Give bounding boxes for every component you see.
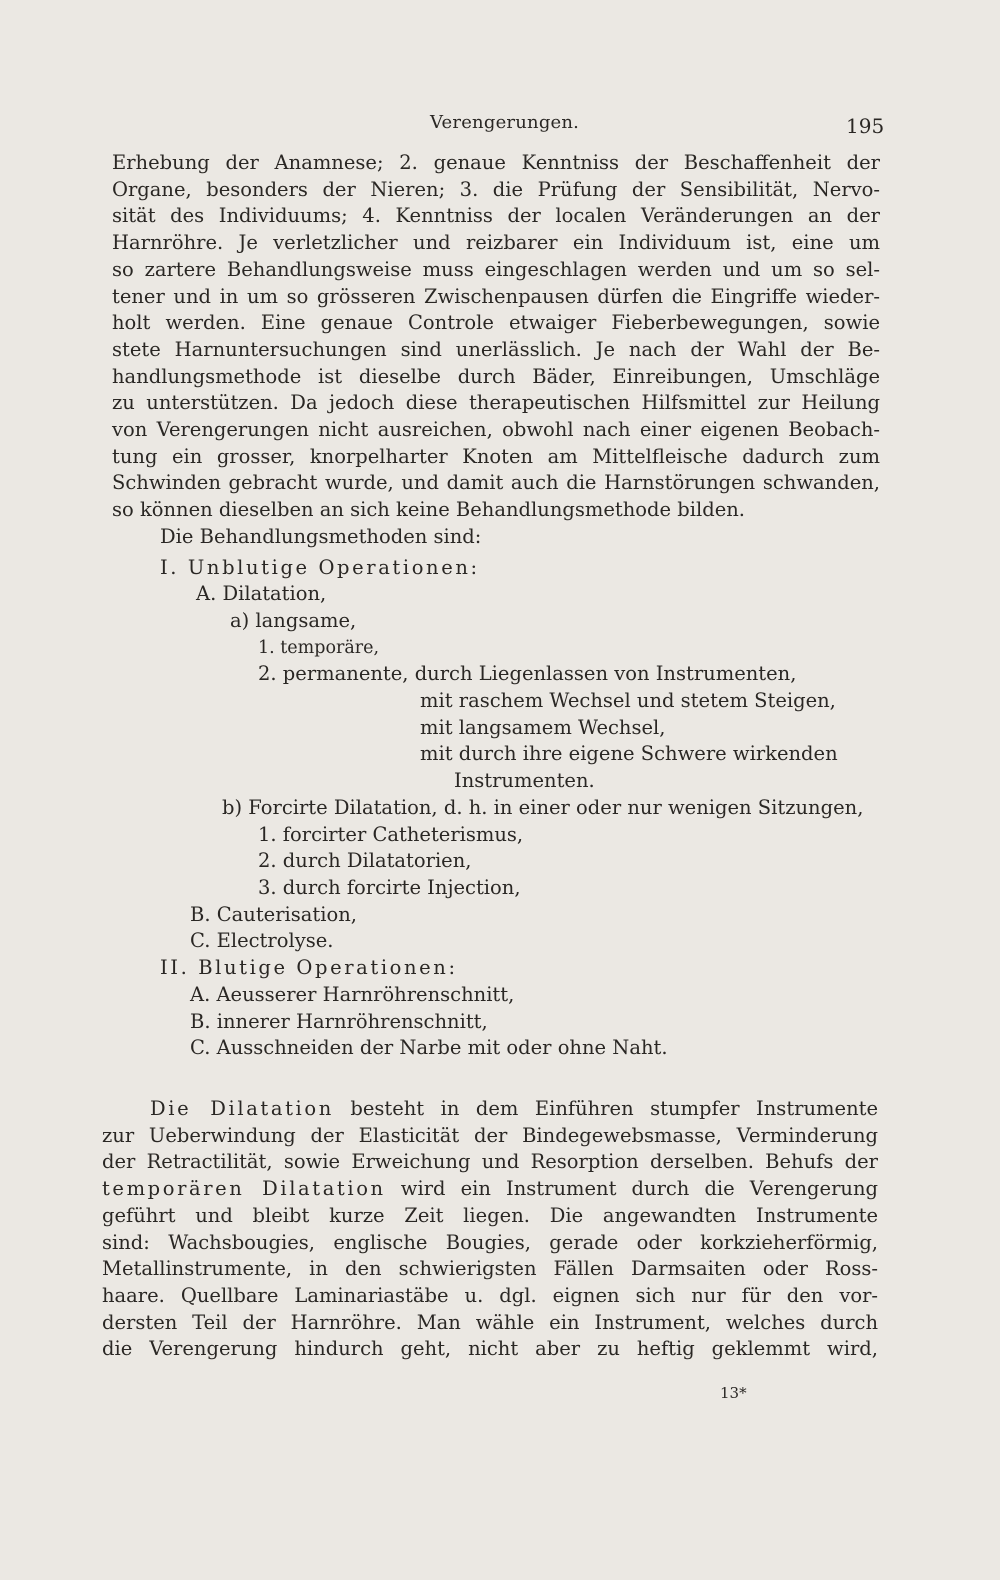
dilatation-paragraph — [102, 1096, 878, 1363]
outline-item: B. Cauterisation, — [190, 902, 357, 926]
text-line: zur Ueberwindung der Elasticität der Bindegewebsmasse, Verminderung — [102, 1123, 878, 1147]
text-line: zu unterstützen. Da jedoch diese therapeutischen Hilfsmittel zur Heilung — [112, 391, 880, 415]
text-line: die Verengerung hindurch geht, nicht aber zu heftig geklemmt wird, — [102, 1337, 878, 1361]
text-line: tener und in um so grösseren Zwischenpausen dürfen die Eingriffe wieder- — [112, 284, 880, 308]
text-line: Metallinstrumente, in den schwierigsten Fällen Darmsaiten oder Ross- — [102, 1257, 878, 1281]
term-dilatation: Die Dilatation — [150, 1097, 334, 1120]
text-line: sind: Wachsbougies, englische Bougies, gerade oder korkzieherförmig, — [102, 1230, 878, 1254]
outline-item: 2. permanente, durch Liegenlassen von Instrumenten, — [258, 662, 797, 686]
text-line: so zartere Behandlungsweise muss eingeschlagen werden und um so sel- — [112, 257, 880, 281]
signature-mark: 13* — [720, 1384, 747, 1402]
text-line: so können dieselben an sich keine Behandlungsmethode bilden. — [112, 498, 745, 522]
outline-item: a) langsame, — [230, 608, 357, 632]
text-line — [102, 1176, 878, 1203]
text-line: dersten Teil der Harnröhre. Man wähle ein Instrument, welches durch — [102, 1310, 878, 1334]
outline-item: 1. forcirter Catheterismus, — [258, 822, 524, 846]
text-fragment: besteht in dem Einführen stumpfer Instrumente — [333, 1097, 878, 1120]
outline-item: 3. durch forcirte Injection, — [258, 875, 521, 899]
text-line: tung ein grosser, knorpelharter Knoten am Mittelfleische dadurch zum — [112, 444, 880, 468]
text-line: stete Harnuntersuchungen sind unerlässlich. Je nach der Wahl der Be- — [112, 337, 880, 361]
term-temporary-dilatation: temporären Dilatation — [102, 1177, 386, 1201]
outline-item: C. Ausschneiden der Narbe mit oder ohne Naht. — [190, 1036, 668, 1060]
outline-item: A. Aeusserer Harnröhrenschnitt, — [190, 982, 515, 1006]
outline-item: II. Blutige Operationen: — [160, 956, 458, 980]
page-number: 195 — [846, 114, 885, 138]
running-title: Verengerungen. — [430, 112, 580, 133]
methods-intro: Die Behandlungsmethoden sind: — [160, 524, 482, 548]
outline-item: Instrumenten. — [454, 769, 595, 793]
outline-item: mit langsamem Wechsel, — [420, 715, 666, 739]
text-line: von Verengerungen nicht ausreichen, obwohl nach einer eigenen Beobach- — [112, 418, 880, 442]
text-line: handlungsmethode ist dieselbe durch Bäder, Einreibungen, Umschläge — [112, 364, 880, 388]
text-line: Schwinden gebracht wurde, und damit auch die Harnstörungen schwanden, — [112, 471, 880, 495]
text-line: geführt und bleibt kurze Zeit liegen. Die angewandten Instrumente — [102, 1203, 878, 1227]
text-fragment: wird ein Instrument durch die Verengerung — [385, 1177, 878, 1201]
text-line — [102, 1096, 878, 1123]
text-body — [112, 150, 880, 1068]
text-line: der Retractilität, sowie Erweichung und Resorption derselben. Behufs der — [102, 1150, 878, 1174]
outline-item: mit durch ihre eigene Schwere wirkenden — [420, 742, 838, 766]
methods-outline — [112, 555, 880, 1062]
outline-item: b) Forcirte Dilatation, d. h. in einer oder nur wenigen Sitzungen, — [222, 795, 864, 819]
intro-paragraph — [112, 150, 880, 524]
page-header — [0, 112, 1000, 142]
outline-item: mit raschem Wechsel und stetem Steigen, — [420, 689, 836, 713]
outline-item: I. Unblutige Operationen: — [160, 555, 480, 579]
text-line: holt werden. Eine genaue Controle etwaiger Fieberbewegungen, sowie — [112, 311, 880, 335]
text-line: Organe, besonders der Nieren; 3. die Prüfung der Sensibilität, Nervo- — [112, 177, 880, 201]
text-line: Harnröhre. Je verletzlicher und reizbarer ein Individuum ist, eine um — [112, 231, 880, 255]
text-line: Erhebung der Anamnese; 2. genaue Kenntniss der Beschaffenheit der — [112, 151, 880, 174]
text-line: haare. Quellbare Laminariastäbe u. dgl. eignen sich nur für den vor- — [102, 1283, 878, 1307]
outline-item: A. Dilatation, — [196, 582, 327, 606]
outline-item: B. innerer Harnröhrenschnitt, — [190, 1009, 488, 1033]
outline-item: 2. durch Dilatatorien, — [258, 849, 472, 873]
text-line: sität des Individuums; 4. Kenntniss der localen Veränderungen an der — [112, 204, 880, 228]
outline-item: 1. temporäre, — [258, 637, 380, 658]
outline-item: C. Electrolyse. — [190, 929, 334, 953]
